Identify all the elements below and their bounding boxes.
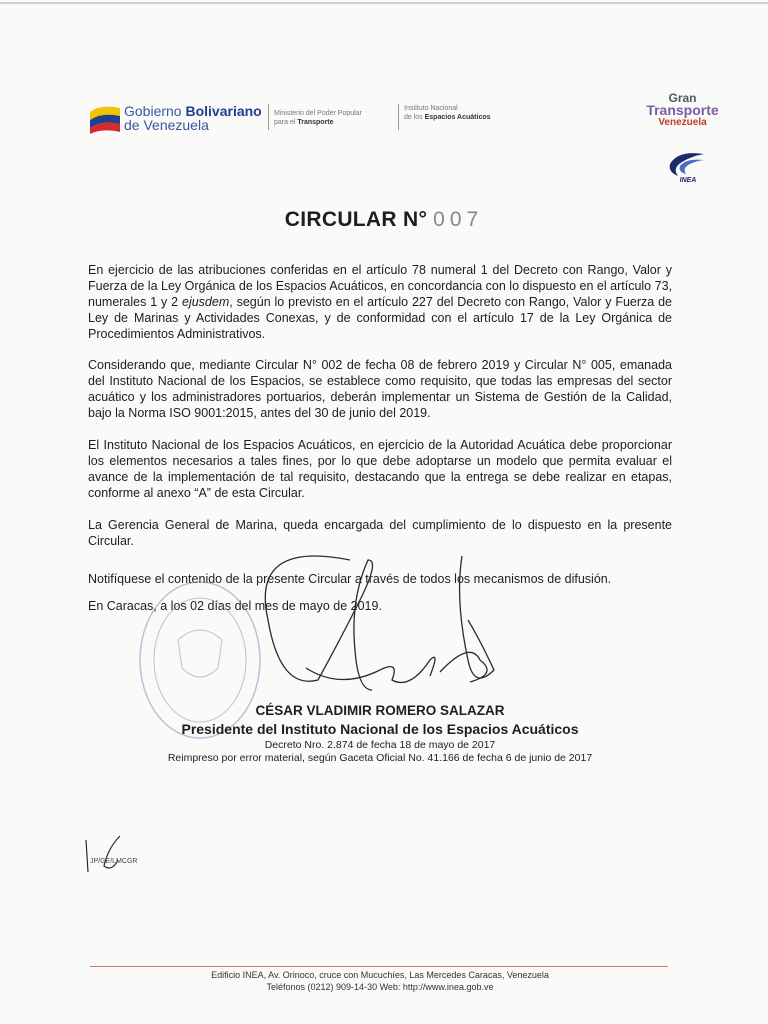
- reference-initials: JP/GE/LMCGR: [90, 858, 138, 865]
- signer-name: CÉSAR VLADIMIR ROMERO SALAZAR: [255, 703, 505, 718]
- gran-text: Gran: [668, 91, 697, 105]
- gran-mision-transporte-logo: [645, 92, 720, 132]
- gobierno-text: Gobierno: [124, 103, 186, 119]
- paragraph-2: Considerando que, mediante Circular N° 002 de fecha 08 de febrero 2019 y Circular N° 005, emanada del Instituto Nacional de los Espacios, se establece como requisito, que todas las empresas del sector acuático y los administradores portuarios, deberán implementar un Sistema de Gestión de la Calidad, bajo la Norma ISO 9001:2015, antes del 30 de junio del 2019.: [88, 358, 672, 420]
- circular-title: [0, 208, 768, 232]
- initials-signature-icon: [86, 836, 120, 872]
- paragraph-4: La Gerencia General de Marina, queda encargada del cumplimiento de lo dispuesto en la presente Circular.: [88, 518, 672, 548]
- ministerio-line-2b: Transporte: [297, 119, 334, 126]
- inea-label: INEA: [679, 177, 697, 184]
- ministerio-text: [274, 109, 362, 127]
- instituto-line-1: Instituto Nacional: [404, 105, 458, 112]
- venezuela-flag-icon: [88, 102, 122, 134]
- instituto-line-2a: de los: [404, 114, 425, 121]
- circular-title-text: CIRCULAR N°: [284, 208, 428, 231]
- ministerio-line-1: Ministerio del Poder Popular: [274, 110, 362, 117]
- gobierno-logo-text: [124, 104, 262, 132]
- footer-address: Edificio INEA, Av. Orinoco, cruce con Mucuchíes, Las Mercedes Caracas, Venezuela: [211, 970, 549, 980]
- paragraph-6: En Caracas, a los 02 días del mes de mayo de 2019.: [88, 599, 382, 613]
- signer-reprint-note: Reimpreso por error material, según Gaceta Oficial No. 41.166 de fecha 6 de junio de 2017: [167, 752, 593, 764]
- instituto-text: [404, 104, 491, 122]
- circular-number: 007: [433, 208, 484, 231]
- header-divider: [268, 104, 269, 130]
- venezuela-text: Venezuela: [658, 117, 707, 128]
- footer-rule: [90, 966, 668, 967]
- paragraph-5: Notifíquese el contenido de la presente Circular a través de todos los mecanismos de difusión.: [88, 572, 612, 586]
- paragraph-3: El Instituto Nacional de los Espacios Acuáticos, en ejercicio de la Autoridad Acuática debe proporcionar los elementos necesarios a tales fines, por lo que debe adoptarse un modelo que permita evaluar el avance de la implementación de tal requisito, destacando que la entrega se debe realizar en etapas, conforme al anexo “A” de esta Circular.: [88, 438, 672, 500]
- de-venezuela-text: de Venezuela: [124, 117, 209, 133]
- header-divider: [398, 104, 399, 130]
- signer-decree: Decreto Nro. 2.874 de fecha 18 de mayo de 2017: [264, 739, 496, 751]
- paragraph-1: En ejercicio de las atribuciones conferidas en el artículo 78 numeral 1 del Decreto con Rango, Valor y Fuerza de la Ley Orgánica de los Espacios Acuáticos, en concordancia con lo dispuesto en el artículo 73, numerales 1 y 2 ejusdem, según lo previsto en el artículo 227 del Decreto con Rango, Valor y Fuerza de Ley de Marinas y Actividades Conexas, y de conformidad con el artículo 17 de la Ley Orgánica de Procedimientos Administrativos.: [88, 263, 672, 341]
- instituto-line-2b: Espacios Acuáticos: [424, 114, 491, 121]
- signer-title: Presidente del Instituto Nacional de los Espacios Acuáticos: [181, 721, 579, 737]
- top-edge-line: [0, 2, 768, 4]
- ministerio-line-2a: para el: [274, 119, 298, 126]
- bolivariano-text: Bolivariano: [185, 103, 262, 119]
- footer-contact: Teléfonos (0212) 909-14-30 Web: http://www.inea.gob.ve: [266, 982, 494, 992]
- transporte-text: Transporte: [646, 102, 719, 118]
